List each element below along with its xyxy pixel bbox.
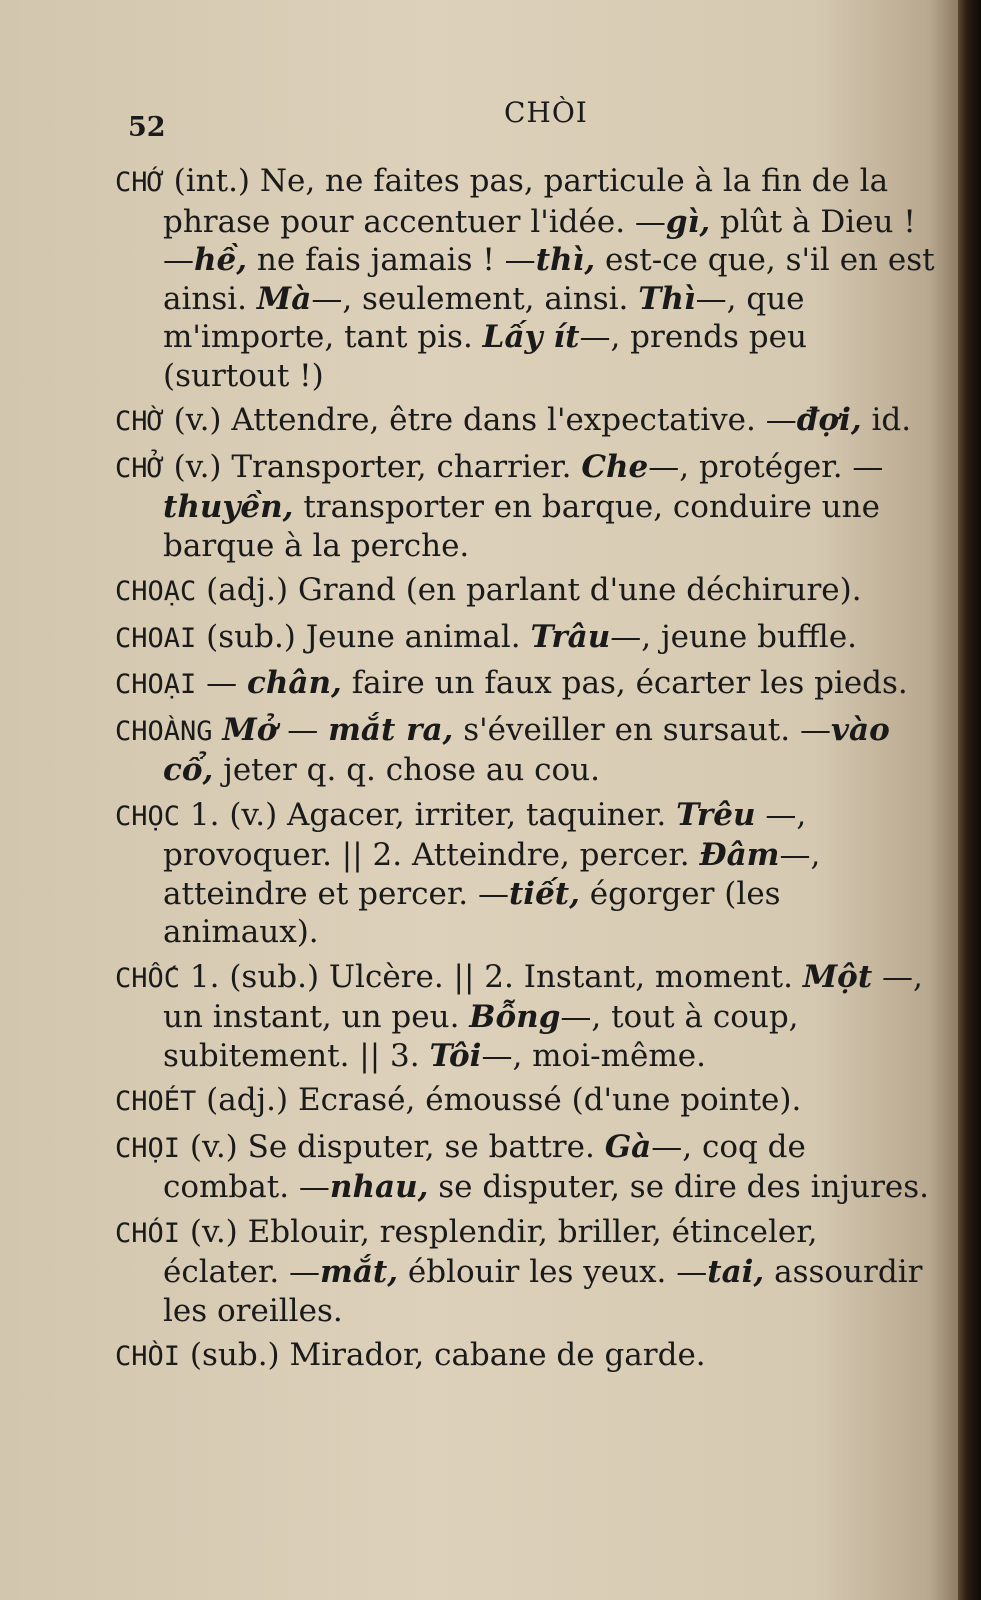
example-phrase: Mở — [222, 711, 278, 748]
headword: CHỜ — [115, 406, 164, 437]
definition-text: (v.) Attendre, être dans l'expectative. — — [163, 402, 797, 438]
example-phrase: mắt ra, — [328, 711, 454, 748]
definition-text: s'éveiller en sursaut. — — [453, 711, 831, 748]
book-binding-edge — [958, 0, 981, 1600]
definition-text: est-ce que, s'il en est ainsi. — [163, 242, 935, 317]
definition-text: — — [277, 711, 329, 748]
definition-text: plût à Dieu ! — — [163, 203, 916, 278]
example-phrase: Bỗng — [469, 999, 561, 1035]
definition-text: — — [196, 665, 247, 701]
definition-text: —, coq de combat. — — [163, 1128, 806, 1205]
definition-text: se disputer, se dire des injures. — [428, 1169, 930, 1205]
example-phrase: Che — [581, 448, 649, 485]
headword: CHOẠC — [115, 576, 197, 607]
headword: CHOAI — [115, 622, 197, 654]
headword: CHỌI — [115, 1132, 181, 1164]
entry-choc-poke — [115, 796, 935, 952]
entry-cho-transport — [115, 448, 935, 566]
example-phrase: vào cổ, — [163, 711, 890, 788]
example-phrase: thì, — [535, 242, 596, 278]
page-number: 52 — [128, 112, 166, 143]
definition-text: 1. (v.) Agacer, irriter, taquiner. — [180, 796, 677, 833]
definition-text: ne fais jamais ! — — [247, 242, 536, 278]
example-phrase: Lấy ít — [482, 319, 580, 355]
entry-choi-lookout — [115, 1336, 935, 1377]
definition-text — [213, 712, 223, 748]
definition-text: (adj.) Ecrasé, émoussé (d'une pointe). — [196, 1082, 802, 1118]
example-phrase: Gà — [604, 1128, 652, 1165]
definition-text: (v.) Eblouir, resplendir, briller, étinceler, éclater. — — [163, 1213, 818, 1290]
definition-text: 1. (sub.) Ulcère. || 2. Instant, moment. — [180, 958, 803, 995]
example-phrase: đợi, — [796, 402, 862, 438]
example-phrase: Trâu — [530, 618, 611, 655]
entry-choi-dazzle — [115, 1213, 935, 1331]
example-phrase: chân, — [247, 665, 342, 701]
example-phrase: mắt, — [320, 1254, 399, 1290]
definition-text: transporter en barque, conduire une barque à la perche. — [163, 489, 880, 564]
definition-text: faire un faux pas, écarter les pieds. — [341, 665, 908, 701]
definition-text: (adj.) Grand (en parlant d'une déchirure). — [196, 572, 862, 608]
example-phrase: tiết, — [508, 875, 580, 912]
entry-choi-fight — [115, 1128, 935, 1207]
headword: CHỌC — [115, 800, 181, 832]
entry-choac — [115, 571, 935, 612]
definition-text: (int.) Ne, ne faites pas, particule à la fin de la phrase pour accentuer l'idée. — — [163, 163, 889, 240]
definition-text: —, que m'importe, tant pis. — [163, 280, 805, 355]
definition-text: (sub.) Jeune animal. — [196, 618, 531, 655]
definition-text: —, moi-même. — [481, 1037, 706, 1074]
example-phrase: Đâm — [699, 837, 780, 873]
entry-list — [115, 162, 935, 1383]
example-phrase: hề, — [194, 242, 248, 278]
example-phrase: tai, — [707, 1254, 765, 1290]
example-phrase: Thì — [638, 280, 696, 317]
definition-text: (v.) Transporter, charrier. — [163, 448, 582, 485]
definition-text: —, atteindre et percer. — — [163, 837, 821, 912]
entry-choang — [115, 711, 935, 790]
definition-text: —, seulement, ainsi. — [311, 280, 639, 317]
headword: CHỚ — [115, 167, 164, 198]
headword: CHOÉT — [115, 1086, 197, 1117]
entry-cho-wait — [115, 401, 935, 442]
definition-text: —, jeune buffle. — [610, 618, 858, 655]
example-phrase: Trêu — [676, 796, 756, 833]
definition-text: égorger (les animaux). — [163, 875, 781, 950]
example-phrase: Mà — [256, 280, 312, 317]
entry-choet — [115, 1081, 935, 1122]
headword: CHOÀNG — [115, 715, 213, 747]
headword: CHÓI — [115, 1217, 181, 1249]
headword: CHỞ — [115, 452, 164, 484]
example-phrase: nhau, — [329, 1169, 429, 1205]
headword: CHOẠI — [115, 669, 197, 700]
example-phrase: Một — [802, 958, 873, 995]
entry-cho-int — [115, 162, 935, 395]
definition-text: —, prends peu (surtout !) — [163, 319, 807, 394]
entry-choai-foot — [115, 664, 935, 705]
example-phrase: gì, — [665, 203, 711, 240]
definition-text: —, un instant, un peu. — [163, 958, 923, 1035]
example-phrase: Tôi — [429, 1037, 482, 1074]
definition-text: id. — [861, 402, 912, 438]
entry-choai — [115, 618, 935, 659]
definition-text: (sub.) Mirador, cabane de garde. — [180, 1337, 706, 1373]
definition-text: (v.) Se disputer, se battre. — [180, 1128, 605, 1165]
headword: CHỐC — [115, 962, 181, 994]
definition-text: —, tout à coup, subitement. || 3. — [163, 999, 799, 1074]
entry-choc-ulcer — [115, 958, 935, 1076]
definition-text: assourdir les oreilles. — [163, 1254, 923, 1329]
definition-text: —, provoquer. || 2. Atteindre, percer. — [163, 796, 807, 873]
running-title: CHÒI — [504, 96, 588, 129]
example-phrase: thuyền, — [163, 489, 294, 525]
definition-text: —, protéger. — — [648, 448, 884, 485]
definition-text: éblouir les yeux. — — [398, 1254, 708, 1290]
definition-text: jeter q. q. chose au cou. — [213, 752, 600, 788]
headword: CHÒI — [115, 1341, 181, 1372]
